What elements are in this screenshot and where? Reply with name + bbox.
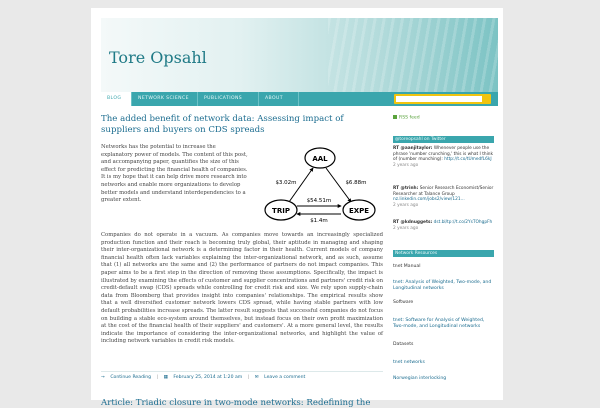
post-intro	[101, 144, 249, 205]
edge-label-expe-trip: $1.4m	[310, 218, 328, 224]
network-diagram	[256, 144, 382, 230]
search-box	[394, 94, 491, 104]
edge-label-trip-expe: $54.51m	[306, 198, 332, 204]
post-meta	[101, 371, 383, 385]
meta-separator: |	[156, 375, 159, 380]
comment-icon: ✉	[254, 375, 259, 380]
header-decoration	[328, 18, 498, 92]
tweet-user[interactable]: RT @trinh:	[393, 186, 419, 191]
post-title[interactable]: The added benefit of network data: Assessing impact of suppliers and buyers on CDS spreads	[101, 114, 344, 135]
resource-link[interactable]: tnet: Analysis of Weighted, Two-mode, and Longitudinal networks	[393, 280, 492, 291]
tweet-link[interactable]: http://t.co/tUmedfL6kJ	[444, 157, 492, 163]
intro-paragraph: Networks has the potential to increase the explanatory power of models. The content of this post, and accompanying paper, quantifies the size of this effect for predicting the financial health of companies. It is my hope that it can help drive more research into networks and enable more organizations to develop better models and understand interdependencies to a greater extent.	[101, 144, 248, 204]
body-paragraph: Companies do not operate in a vacuum. As companies move towards an increasingly specialized production function and their reach is becoming truly global, their aptitude in managing and shaping their inter-organizational network is a determining factor in their health. Current models of company financial health often lack variables explaining the inter-organizational network, and as such, assume that (1) all networks are the same and (2) the performance of partners do not impact companies. This paper aims to be a first step in the direction of removing these assumptions. Specifically, the impact is illustrated by examining the effects of customer and supplier concentrations and partners' credit risk on credit-default swap (CDS) spreads while controlling for credit risk and size. We rely upon supply-chain data from Bloomberg that provides insight into companies' relationships. The empirical results show that a well diversified customer network lowers CDS spread, while having stable partners with low default probabilities increase spreads. The latter result suggests that successful companies do not focus on building a stable eco-system around themselves, but instead focus on their own profit maximization at the cost of the financial health of their suppliers' and customers'. At a more general level, the results indicate the importance of considering the inter-organizational networks, and highlight the value of including network variables in credit risk models.	[101, 232, 383, 345]
node-label-trip: TRIP	[272, 207, 290, 215]
tweet-item	[393, 146, 494, 168]
tweet-time[interactable]: 2 years ago	[393, 162, 419, 168]
edge-label-trip-aal: $3.02m	[275, 180, 297, 186]
resources-widget-title: Network Resources	[393, 250, 494, 257]
continue-reading-link[interactable]: Continue Reading	[110, 375, 152, 380]
twitter-widget-title[interactable]: @toreopsahl on Twitter	[393, 136, 494, 143]
edge-label-aal-expe: $6.88m	[345, 180, 367, 186]
resource-category: Software	[393, 300, 414, 305]
page-container	[91, 8, 503, 408]
leave-comment-link[interactable]: Leave a comment	[264, 375, 306, 380]
resource-link[interactable]: tnet: Software for Analysis of Weighted, Two-mode, and Longitudinal networks	[393, 318, 485, 329]
tweet-item	[393, 186, 494, 208]
node-label-aal: AAL	[312, 155, 328, 163]
next-post-title[interactable]: Article: Triadic closure in two-mode networks: Redefining the	[101, 398, 371, 408]
calendar-icon: ▦	[163, 375, 168, 380]
nav-item-publications[interactable]: PUBLICATIONS	[198, 92, 259, 106]
tweet-item	[393, 220, 494, 231]
tweet-time[interactable]: 2 years ago	[393, 225, 419, 231]
search-input[interactable]	[396, 96, 482, 102]
post-date: February 25, 2014 at 1:20 am	[173, 375, 243, 380]
nav-item-network-science[interactable]: NETWORK SCIENCE	[132, 92, 198, 106]
tweet-text: Senior Research Economist/Senior Researcher at Talance Group	[393, 186, 494, 197]
meta-separator: |	[247, 375, 250, 380]
tweet-text: Whenever people use the phrase 'number crunching,' this is what I think of (number munching):	[393, 146, 494, 163]
resource-link[interactable]: Norwegian interlocking	[393, 376, 447, 381]
nav-item-blog[interactable]: BLOG	[101, 92, 132, 106]
tweet-link[interactable]: dst.bl/tp://t.co/2YsTOhgpFh	[433, 220, 493, 225]
site-title[interactable]: Tore Opsahl	[109, 48, 207, 67]
resource-category: tnet Manual	[393, 264, 421, 269]
resource-category: Datasets	[393, 342, 414, 347]
nav-item-about[interactable]: ABOUT	[259, 92, 299, 106]
tweet-user[interactable]: RT @kdnuggets:	[393, 220, 433, 225]
site-header	[101, 18, 498, 92]
tweet-user[interactable]: RT @aanjitaylor:	[393, 146, 433, 151]
rss-feed-link[interactable]: RSS feed	[393, 115, 420, 121]
tweet-time[interactable]: 2 years ago	[393, 202, 419, 208]
arrow-right-icon: →	[101, 375, 105, 380]
node-label-expe: EXPE	[348, 207, 370, 215]
tweet-link[interactable]: nz.linkedin.com/jobs2/view/121...	[393, 197, 465, 203]
post-body	[101, 232, 383, 346]
resource-link[interactable]: tnet networks	[393, 360, 425, 365]
